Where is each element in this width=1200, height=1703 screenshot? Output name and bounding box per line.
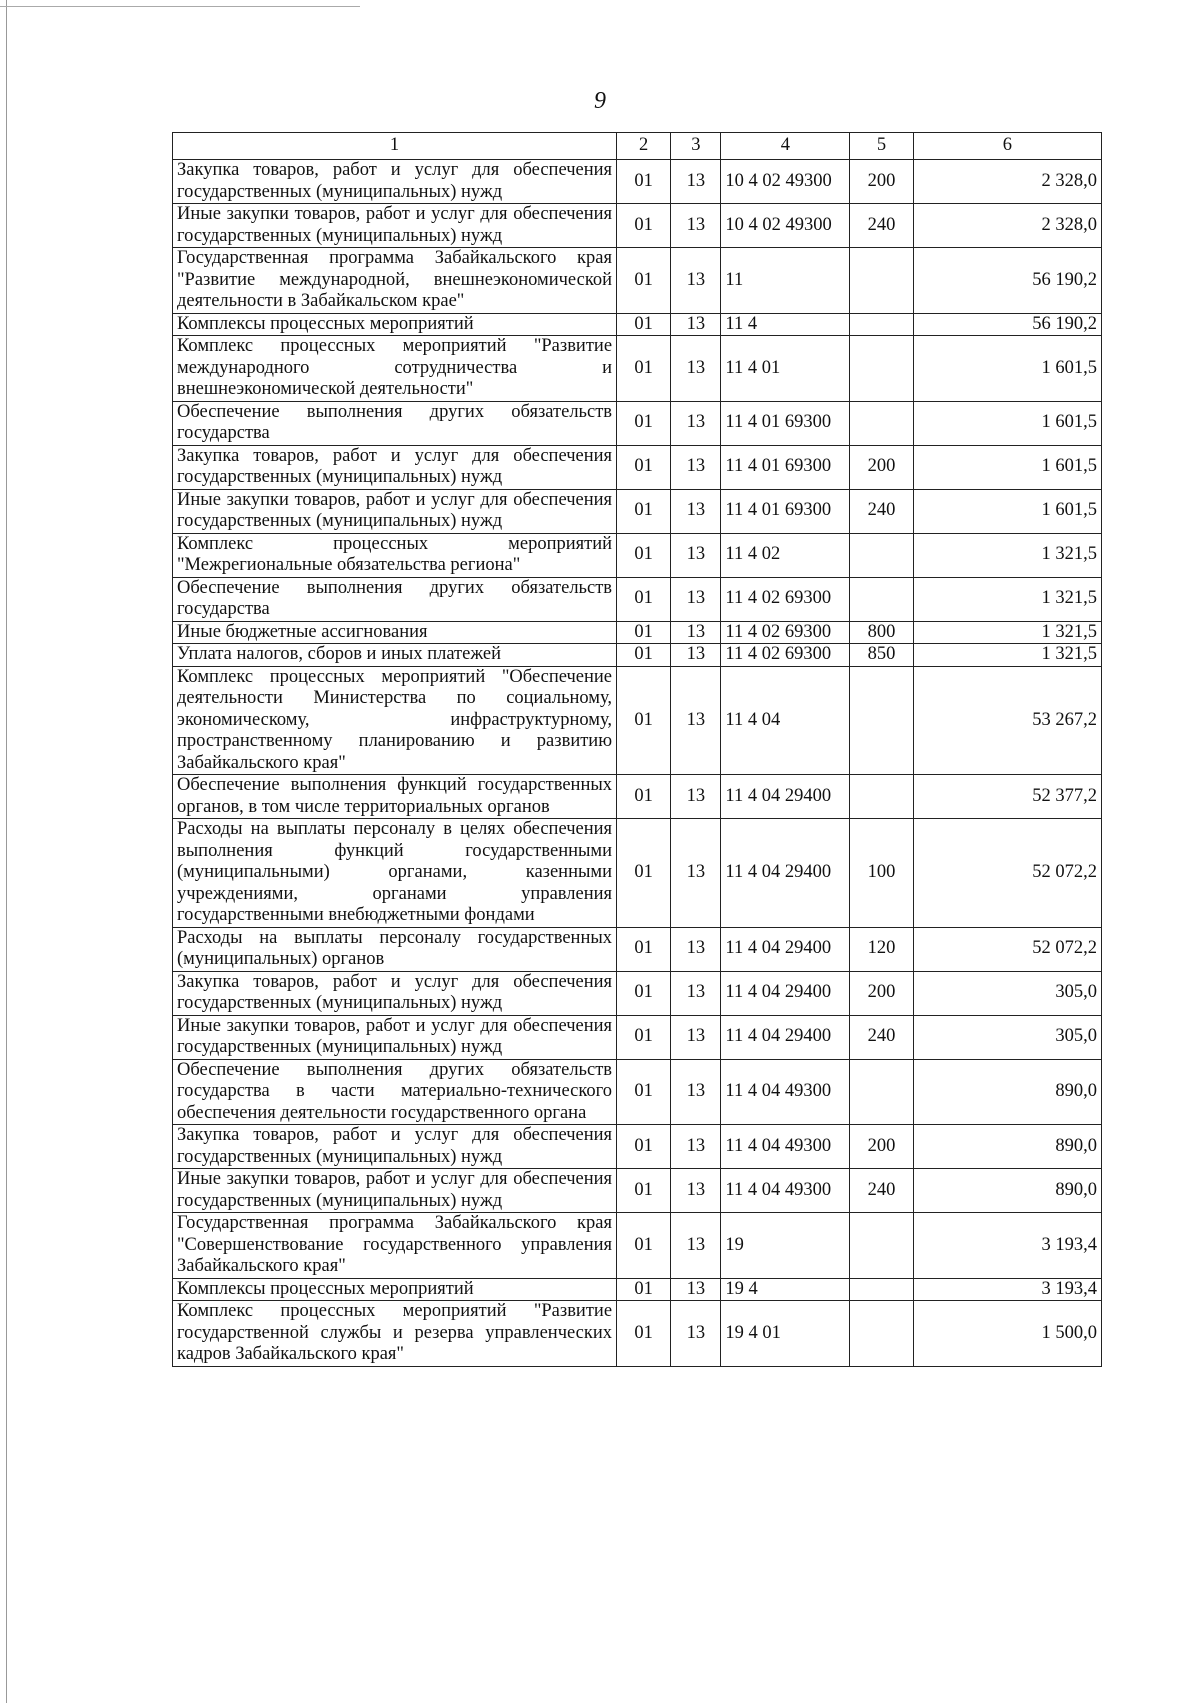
row-name-cell: Комплекс процессных мероприятий "Межрегиональные обязательства региона" (173, 533, 617, 577)
row-subsection-cell: 13 (671, 445, 721, 489)
row-expense-type-cell: 200 (850, 971, 913, 1015)
row-target-code-cell: 11 4 04 49300 (721, 1169, 850, 1213)
row-target-code-cell: 19 (721, 1213, 850, 1279)
row-target-code-cell: 11 4 04 49300 (721, 1059, 850, 1125)
row-amount-cell: 305,0 (913, 1015, 1101, 1059)
row-target-code-cell: 11 4 02 (721, 533, 850, 577)
row-amount-cell: 890,0 (913, 1059, 1101, 1125)
row-name-cell: Иные закупки товаров, работ и услуг для обеспечения государственных (муниципальных) нужд (173, 204, 617, 248)
row-subsection-cell: 13 (671, 775, 721, 819)
row-section-cell: 01 (617, 445, 671, 489)
row-expense-type-cell (850, 775, 913, 819)
row-amount-cell: 1 321,5 (913, 533, 1101, 577)
row-name-cell: Обеспечение выполнения функций государственных органов, в том числе территориальных органов (173, 775, 617, 819)
row-expense-type-cell: 200 (850, 1125, 913, 1169)
row-name-cell: Комплекс процессных мероприятий "Обеспечение деятельности Министерства по социальному, экономическому, инфраструктурному, пространственному планированию и развитию Забайкальского края" (173, 666, 617, 775)
row-expense-type-cell (850, 248, 913, 314)
row-expense-type-cell: 200 (850, 160, 913, 204)
header-col-5: 5 (850, 133, 913, 160)
row-subsection-cell: 13 (671, 533, 721, 577)
row-target-code-cell: 11 4 04 29400 (721, 775, 850, 819)
row-section-cell: 01 (617, 1169, 671, 1213)
row-target-code-cell: 10 4 02 49300 (721, 204, 850, 248)
row-target-code-cell: 11 4 01 69300 (721, 489, 850, 533)
table-row (173, 445, 1102, 489)
row-target-code-cell: 11 4 04 29400 (721, 971, 850, 1015)
row-subsection-cell: 13 (671, 313, 721, 336)
row-name-cell: Комплекс процессных мероприятий "Развитие международного сотрудничества и внешнеэкономической деятельности" (173, 336, 617, 402)
row-section-cell: 01 (617, 927, 671, 971)
table-row (173, 577, 1102, 621)
table-row (173, 927, 1102, 971)
row-expense-type-cell: 120 (850, 927, 913, 971)
row-section-cell: 01 (617, 1213, 671, 1279)
row-target-code-cell: 11 4 01 (721, 336, 850, 402)
row-amount-cell: 1 601,5 (913, 489, 1101, 533)
row-name-cell: Иные бюджетные ассигнования (173, 621, 617, 644)
row-target-code-cell: 11 4 02 69300 (721, 577, 850, 621)
row-subsection-cell: 13 (671, 577, 721, 621)
row-name-cell: Закупка товаров, работ и услуг для обеспечения государственных (муниципальных) нужд (173, 971, 617, 1015)
row-expense-type-cell (850, 401, 913, 445)
row-section-cell: 01 (617, 204, 671, 248)
table-row (173, 1278, 1102, 1301)
row-amount-cell: 52 072,2 (913, 819, 1101, 928)
header-col-1: 1 (173, 133, 617, 160)
row-subsection-cell: 13 (671, 1169, 721, 1213)
row-section-cell: 01 (617, 1278, 671, 1301)
table-row (173, 1125, 1102, 1169)
scan-edge-line (6, 0, 7, 1703)
table-row (173, 160, 1102, 204)
row-expense-type-cell: 240 (850, 1015, 913, 1059)
row-name-cell: Комплексы процессных мероприятий (173, 1278, 617, 1301)
table-row (173, 1059, 1102, 1125)
row-expense-type-cell (850, 1301, 913, 1367)
table-row (173, 621, 1102, 644)
header-col-2: 2 (617, 133, 671, 160)
row-target-code-cell: 19 4 01 (721, 1301, 850, 1367)
row-section-cell: 01 (617, 971, 671, 1015)
row-expense-type-cell (850, 1278, 913, 1301)
row-subsection-cell: 13 (671, 927, 721, 971)
table-row (173, 489, 1102, 533)
row-subsection-cell: 13 (671, 1213, 721, 1279)
row-amount-cell: 1 601,5 (913, 445, 1101, 489)
row-subsection-cell: 13 (671, 1301, 721, 1367)
table-header-row (173, 133, 1102, 160)
row-target-code-cell: 11 4 01 69300 (721, 401, 850, 445)
row-amount-cell: 3 193,4 (913, 1213, 1101, 1279)
row-section-cell: 01 (617, 489, 671, 533)
row-section-cell: 01 (617, 666, 671, 775)
row-amount-cell: 56 190,2 (913, 313, 1101, 336)
row-section-cell: 01 (617, 644, 671, 667)
row-expense-type-cell: 800 (850, 621, 913, 644)
row-name-cell: Иные закупки товаров, работ и услуг для обеспечения государственных (муниципальных) нужд (173, 1015, 617, 1059)
row-amount-cell: 53 267,2 (913, 666, 1101, 775)
row-expense-type-cell: 100 (850, 819, 913, 928)
row-expense-type-cell (850, 313, 913, 336)
row-expense-type-cell: 850 (850, 644, 913, 667)
row-amount-cell: 52 377,2 (913, 775, 1101, 819)
row-subsection-cell: 13 (671, 160, 721, 204)
row-section-cell: 01 (617, 336, 671, 402)
row-subsection-cell: 13 (671, 336, 721, 402)
table-row (173, 401, 1102, 445)
row-expense-type-cell (850, 533, 913, 577)
row-name-cell: Закупка товаров, работ и услуг для обеспечения государственных (муниципальных) нужд (173, 160, 617, 204)
row-subsection-cell: 13 (671, 971, 721, 1015)
row-name-cell: Иные закупки товаров, работ и услуг для обеспечения государственных (муниципальных) нужд (173, 1169, 617, 1213)
row-expense-type-cell: 240 (850, 1169, 913, 1213)
row-section-cell: 01 (617, 819, 671, 928)
table-row (173, 248, 1102, 314)
row-target-code-cell: 11 4 04 (721, 666, 850, 775)
row-amount-cell: 1 321,5 (913, 621, 1101, 644)
row-subsection-cell: 13 (671, 204, 721, 248)
row-expense-type-cell (850, 666, 913, 775)
row-section-cell: 01 (617, 1059, 671, 1125)
row-target-code-cell: 11 (721, 248, 850, 314)
header-col-3: 3 (671, 133, 721, 160)
row-target-code-cell: 11 4 04 49300 (721, 1125, 850, 1169)
row-subsection-cell: 13 (671, 644, 721, 667)
row-section-cell: 01 (617, 577, 671, 621)
row-name-cell: Комплекс процессных мероприятий "Развитие государственной службы и резерва управленческих кадров Забайкальского края" (173, 1301, 617, 1367)
row-amount-cell: 1 500,0 (913, 1301, 1101, 1367)
row-amount-cell: 1 601,5 (913, 336, 1101, 402)
table-row (173, 819, 1102, 928)
row-target-code-cell: 10 4 02 49300 (721, 160, 850, 204)
table-row (173, 313, 1102, 336)
row-name-cell: Обеспечение выполнения других обязательств государства (173, 401, 617, 445)
row-target-code-cell: 11 4 (721, 313, 850, 336)
row-amount-cell: 1 321,5 (913, 577, 1101, 621)
table-row (173, 1169, 1102, 1213)
row-expense-type-cell (850, 577, 913, 621)
row-section-cell: 01 (617, 1015, 671, 1059)
row-subsection-cell: 13 (671, 621, 721, 644)
table-row (173, 533, 1102, 577)
row-amount-cell: 890,0 (913, 1125, 1101, 1169)
row-name-cell: Закупка товаров, работ и услуг для обеспечения государственных (муниципальных) нужд (173, 1125, 617, 1169)
row-target-code-cell: 11 4 04 29400 (721, 927, 850, 971)
table-row (173, 1301, 1102, 1367)
row-subsection-cell: 13 (671, 1059, 721, 1125)
scan-top-line (0, 6, 360, 7)
row-amount-cell: 2 328,0 (913, 160, 1101, 204)
row-name-cell: Государственная программа Забайкальского края "Совершенствование государственного управления Забайкальского края" (173, 1213, 617, 1279)
row-expense-type-cell: 240 (850, 204, 913, 248)
row-expense-type-cell (850, 336, 913, 402)
row-expense-type-cell: 240 (850, 489, 913, 533)
row-amount-cell: 1 321,5 (913, 644, 1101, 667)
row-target-code-cell: 11 4 02 69300 (721, 621, 850, 644)
table-row (173, 1015, 1102, 1059)
row-section-cell: 01 (617, 621, 671, 644)
row-subsection-cell: 13 (671, 1125, 721, 1169)
row-name-cell: Закупка товаров, работ и услуг для обеспечения государственных (муниципальных) нужд (173, 445, 617, 489)
row-amount-cell: 2 328,0 (913, 204, 1101, 248)
row-expense-type-cell (850, 1059, 913, 1125)
header-col-6: 6 (913, 133, 1101, 160)
budget-table (172, 132, 1102, 1367)
row-subsection-cell: 13 (671, 248, 721, 314)
row-name-cell: Расходы на выплаты персоналу в целях обеспечения выполнения функций государственными (муниципальными) органами, казенными учреждениями, органами управления государственными внебюджетными фондами (173, 819, 617, 928)
row-amount-cell: 3 193,4 (913, 1278, 1101, 1301)
table-row (173, 644, 1102, 667)
row-section-cell: 01 (617, 313, 671, 336)
row-section-cell: 01 (617, 1125, 671, 1169)
row-section-cell: 01 (617, 775, 671, 819)
row-subsection-cell: 13 (671, 489, 721, 533)
page-number: 9 (594, 88, 606, 114)
row-section-cell: 01 (617, 248, 671, 314)
row-expense-type-cell (850, 1213, 913, 1279)
row-name-cell: Расходы на выплаты персоналу государственных (муниципальных) органов (173, 927, 617, 971)
row-subsection-cell: 13 (671, 819, 721, 928)
row-name-cell: Иные закупки товаров, работ и услуг для обеспечения государственных (муниципальных) нужд (173, 489, 617, 533)
row-name-cell: Уплата налогов, сборов и иных платежей (173, 644, 617, 667)
table-row (173, 336, 1102, 402)
row-subsection-cell: 13 (671, 401, 721, 445)
row-amount-cell: 890,0 (913, 1169, 1101, 1213)
row-target-code-cell: 11 4 01 69300 (721, 445, 850, 489)
row-section-cell: 01 (617, 160, 671, 204)
header-col-4: 4 (721, 133, 850, 160)
row-subsection-cell: 13 (671, 666, 721, 775)
table-row (173, 1213, 1102, 1279)
row-name-cell: Обеспечение выполнения других обязательств государства в части материально-технического обеспечения деятельности государственного органа (173, 1059, 617, 1125)
row-amount-cell: 305,0 (913, 971, 1101, 1015)
row-name-cell: Государственная программа Забайкальского края "Развитие международной, внешнеэкономической деятельности в Забайкальском крае" (173, 248, 617, 314)
row-section-cell: 01 (617, 1301, 671, 1367)
row-subsection-cell: 13 (671, 1015, 721, 1059)
row-target-code-cell: 19 4 (721, 1278, 850, 1301)
table-row (173, 204, 1102, 248)
row-amount-cell: 52 072,2 (913, 927, 1101, 971)
row-target-code-cell: 11 4 04 29400 (721, 1015, 850, 1059)
row-expense-type-cell: 200 (850, 445, 913, 489)
row-target-code-cell: 11 4 04 29400 (721, 819, 850, 928)
table-row (173, 666, 1102, 775)
row-target-code-cell: 11 4 02 69300 (721, 644, 850, 667)
row-name-cell: Комплексы процессных мероприятий (173, 313, 617, 336)
table-row (173, 971, 1102, 1015)
row-name-cell: Обеспечение выполнения других обязательств государства (173, 577, 617, 621)
row-section-cell: 01 (617, 533, 671, 577)
row-amount-cell: 1 601,5 (913, 401, 1101, 445)
row-subsection-cell: 13 (671, 1278, 721, 1301)
row-amount-cell: 56 190,2 (913, 248, 1101, 314)
table-row (173, 775, 1102, 819)
row-section-cell: 01 (617, 401, 671, 445)
